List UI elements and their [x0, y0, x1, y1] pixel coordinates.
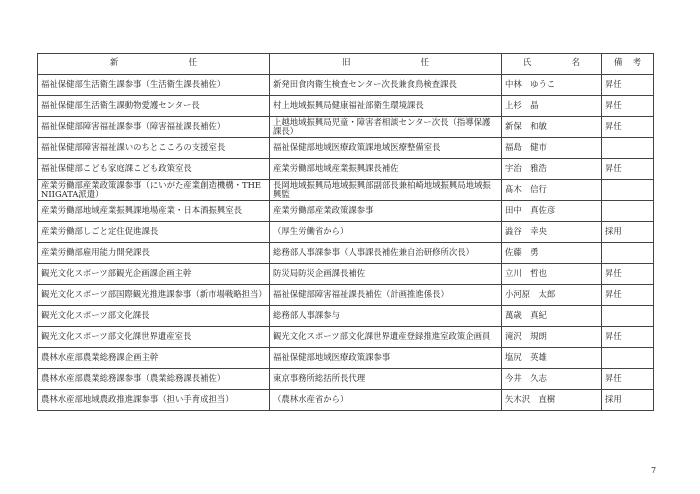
old-post-cell: 福祉保健部地域医療政策課地域医療整備室長 — [270, 138, 502, 159]
table-row — [38, 201, 654, 222]
table-row — [38, 285, 654, 306]
header-remarks: 備 考 — [602, 54, 654, 75]
new-post-cell: 観光文化スポーツ部文化課世界遺産室長 — [38, 327, 270, 348]
name-cell: 立川 哲也 — [502, 264, 602, 285]
remarks-cell: 昇任 — [602, 285, 654, 306]
old-post-cell: 新発田食肉衛生検査センター次長兼食鳥検査課長 — [270, 75, 502, 96]
old-post-cell: 産業労働部産業政策課参事 — [270, 201, 502, 222]
remarks-cell — [602, 243, 654, 264]
old-post-cell: 福祉保健部障害福祉課長補佐（計画推進係長） — [270, 285, 502, 306]
name-cell: 滝沢 規朗 — [502, 327, 602, 348]
name-cell: 中林 ゆうこ — [502, 75, 602, 96]
table-row — [38, 96, 654, 117]
table-row — [38, 138, 654, 159]
table-row — [38, 327, 654, 348]
remarks-cell: 昇任 — [602, 327, 654, 348]
name-cell: 田中 真佐彦 — [502, 201, 602, 222]
table-row — [38, 264, 654, 285]
remarks-cell: 昇任 — [602, 96, 654, 117]
table-row — [38, 222, 654, 243]
new-post-cell: 産業労働部しごと定住促進課長 — [38, 222, 270, 243]
new-post-cell: 福祉保健部障害福祉課参事（障害福祉課長補佐） — [38, 117, 270, 138]
name-cell: 小河原 太郎 — [502, 285, 602, 306]
old-post-cell: 総務部人事課参事（人事課長補佐兼自治研修所次長） — [270, 243, 502, 264]
table-row — [38, 390, 654, 411]
new-post-cell: 観光文化スポーツ部観光企画課企画主幹 — [38, 264, 270, 285]
remarks-cell: 昇任 — [602, 75, 654, 96]
old-post-cell: （農林水産省から） — [270, 390, 502, 411]
old-post-cell: 長岡地域振興局地域振興部副部長兼柏崎地域振興局地域振興監 — [270, 180, 502, 201]
new-post-cell: 産業労働部産業政策課参事（にいがた産業創造機構・THE NIIGATA派遣） — [38, 180, 270, 201]
new-post-cell: 農林水産部農業総務課企画主幹 — [38, 348, 270, 369]
name-cell: 塩尻 英雄 — [502, 348, 602, 369]
old-post-cell: 産業労働部地域産業振興課長補佐 — [270, 159, 502, 180]
table-row — [38, 306, 654, 327]
old-post-cell: 観光文化スポーツ部文化課世界遺産登録推進室政策企画員 — [270, 327, 502, 348]
name-cell: 今井 久志 — [502, 369, 602, 390]
header-old-post: 旧 任 — [270, 54, 502, 75]
table-row — [38, 369, 654, 390]
remarks-cell: 昇任 — [602, 264, 654, 285]
old-post-cell: 上越地域振興局児童・障害者相談センター次長（指導保護課長） — [270, 117, 502, 138]
remarks-cell — [602, 180, 654, 201]
table-row — [38, 348, 654, 369]
new-post-cell: 福祉保健部生活衛生課参事（生活衛生課長補佐） — [38, 75, 270, 96]
new-post-cell: 産業労働部雇用能力開発課長 — [38, 243, 270, 264]
header-row — [38, 54, 654, 75]
remarks-cell: 採用 — [602, 390, 654, 411]
name-cell: 澁谷 幸央 — [502, 222, 602, 243]
personnel-table — [37, 53, 654, 411]
name-cell: 髙木 信行 — [502, 180, 602, 201]
name-cell: 新保 和敏 — [502, 117, 602, 138]
remarks-cell: 昇任 — [602, 117, 654, 138]
remarks-cell — [602, 348, 654, 369]
old-post-cell: 東京事務所総括所長代理 — [270, 369, 502, 390]
remarks-cell: 昇任 — [602, 369, 654, 390]
new-post-cell: 福祉保健部こども家庭課こども政策室長 — [38, 159, 270, 180]
page-number: 7 — [651, 466, 657, 475]
header-name: 氏 名 — [502, 54, 602, 75]
name-cell: 矢木沢 直樹 — [502, 390, 602, 411]
remarks-cell: 昇任 — [602, 159, 654, 180]
new-post-cell: 福祉保健部生活衛生課動物愛護センター長 — [38, 96, 270, 117]
remarks-cell — [602, 201, 654, 222]
new-post-cell: 産業労働部地域産業振興課地場産業・日本酒振興室長 — [38, 201, 270, 222]
name-cell: 萬歳 真紀 — [502, 306, 602, 327]
name-cell: 宇治 雅浩 — [502, 159, 602, 180]
old-post-cell: 防災局防災企画課長補佐 — [270, 264, 502, 285]
old-post-cell: （厚生労働省から） — [270, 222, 502, 243]
name-cell: 上杉 晶 — [502, 96, 602, 117]
table-row — [38, 75, 654, 96]
header-new-post: 新 任 — [38, 54, 270, 75]
old-post-cell: 福祉保健部地域医療政策課参事 — [270, 348, 502, 369]
table-row — [38, 159, 654, 180]
remarks-cell — [602, 306, 654, 327]
new-post-cell: 農林水産部地域農政推進課参事（担い手育成担当） — [38, 390, 270, 411]
table-row — [38, 243, 654, 264]
old-post-cell: 村上地域振興局健康福祉部衛生環境課長 — [270, 96, 502, 117]
old-post-cell: 総務部人事課参与 — [270, 306, 502, 327]
new-post-cell: 福祉保健部障害福祉課いのちとこころの支援室長 — [38, 138, 270, 159]
new-post-cell: 農林水産部農業総務課参事（農業総務課長補佐） — [38, 369, 270, 390]
remarks-cell: 採用 — [602, 222, 654, 243]
remarks-cell — [602, 138, 654, 159]
table-row — [38, 117, 654, 138]
new-post-cell: 観光文化スポーツ部国際観光推進課参事（新市場戦略担当） — [38, 285, 270, 306]
table-row — [38, 180, 654, 201]
name-cell: 佐藤 勇 — [502, 243, 602, 264]
new-post-cell: 観光文化スポーツ部文化課長 — [38, 306, 270, 327]
name-cell: 福島 健市 — [502, 138, 602, 159]
